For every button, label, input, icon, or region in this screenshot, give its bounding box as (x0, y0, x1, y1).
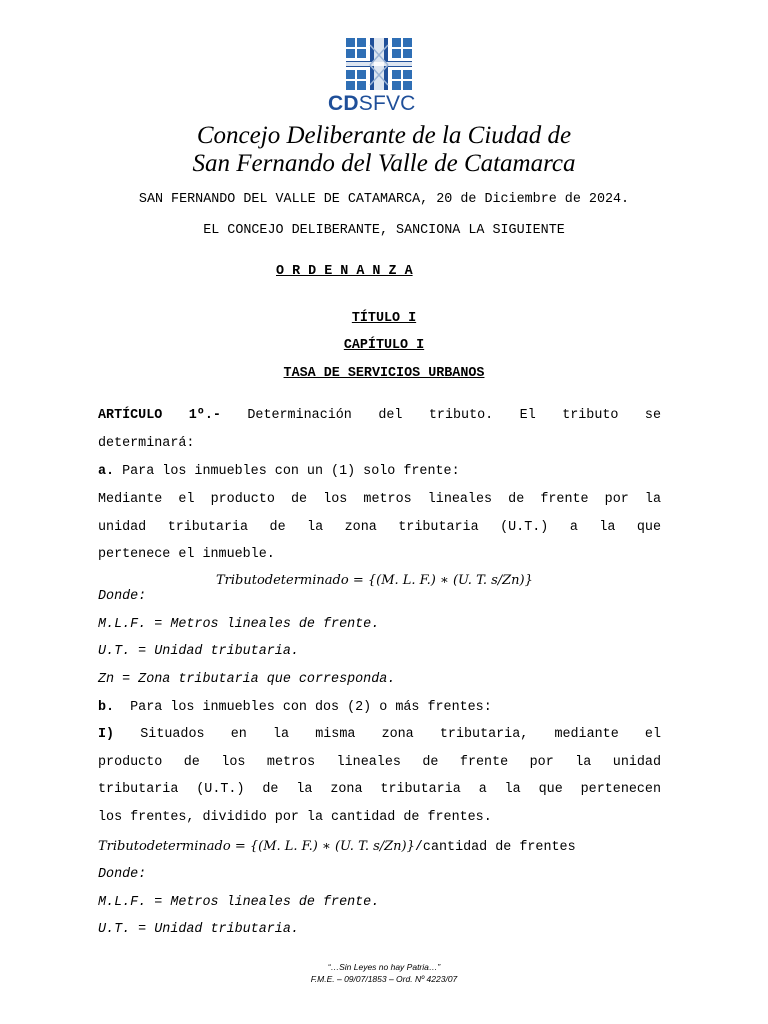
section-heading: TASA DE SERVICIOS URBANOS (283, 366, 485, 381)
footer-motto: “…Sin Leyes no hay Patria…” (327, 962, 441, 972)
titulo-heading: TÍTULO I (351, 311, 417, 326)
sanction-line: EL CONCEJO DELIBERANTE, SANCIONA LA SIGUIENTE (203, 223, 565, 238)
item-a (98, 464, 460, 479)
council-title-line2: San Fernando del Valle de Catamarca (192, 150, 576, 177)
formula-multiple-tail: /cantidad de frentes (414, 840, 576, 855)
item-i-text: Situados en la misma zona tributaria, mediante el (114, 727, 661, 742)
item-b-label: b. (98, 700, 115, 715)
item-i-label: I) (98, 727, 115, 742)
council-title-line1: Concejo Deliberante de la Ciudad de (196, 122, 572, 149)
item-a-label: a. (98, 464, 115, 479)
ordenanza-heading: O R D E N A N Z A (276, 264, 413, 279)
item-i-line3: tributaria (U.T.) de la zona tributaria a la que pertenecen (98, 782, 661, 797)
item-a-text: Para los inmuebles con un (1) solo frente: (114, 464, 460, 479)
capitulo-heading: CAPÍTULO I (343, 338, 425, 353)
footer-reference: F.M.E. – 09/07/1853 – Ord. Nº 4223/07 (310, 974, 458, 984)
article-1-first-line (98, 408, 661, 423)
article-continuation: determinará: (98, 436, 195, 451)
logo-text: CDSFVC (328, 92, 416, 115)
article-label: ARTÍCULO 1º.- (98, 408, 221, 423)
definition-zn: Zn = Zona tributaria que corresponda. (98, 672, 396, 687)
definition-mlf: M.L.F. = Metros lineales de frente. (98, 617, 380, 632)
definition-ut: U.T. = Unidad tributaria. (98, 644, 299, 659)
formula-single-frontage: Tributodeterminado = {(M. L. F.) ∗ (U. T. s/Zn)} (216, 573, 533, 588)
definition-mlf-2: M.L.F. = Metros lineales de frente. (98, 895, 380, 910)
article-text: Determinación del tributo. El tributo se (220, 408, 661, 423)
donde-label: Donde: (98, 589, 147, 604)
definition-ut-2: U.T. = Unidad tributaria. (98, 922, 299, 937)
item-b-text: Para los inmuebles con dos (2) o más frentes: (114, 700, 492, 715)
item-i-line2: producto de los metros lineales de frente por la unidad (98, 755, 661, 770)
item-a-paragraph-line1: Mediante el producto de los metros lineales de frente por la (98, 492, 661, 507)
item-a-paragraph-line2: unidad tributaria de la zona tributaria (U.T.) a la que (98, 520, 661, 535)
date-line: SAN FERNANDO DEL VALLE DE CATAMARCA, 20 de Diciembre de 2024. (138, 192, 630, 207)
donde-label-2: Donde: (98, 867, 147, 882)
formula-multiple-frontage (98, 837, 576, 855)
item-b (98, 700, 492, 715)
item-i-line1 (98, 727, 661, 742)
item-a-paragraph-line3: pertenece el inmueble. (98, 547, 275, 562)
item-i-line4: los frentes, dividido por la cantidad de frentes. (98, 810, 492, 825)
council-cross-logo-icon (343, 35, 415, 93)
formula-multiple-expression: Tributodeterminado = {(M. L. F.) ∗ (U. T. s/Zn)} (98, 839, 415, 854)
